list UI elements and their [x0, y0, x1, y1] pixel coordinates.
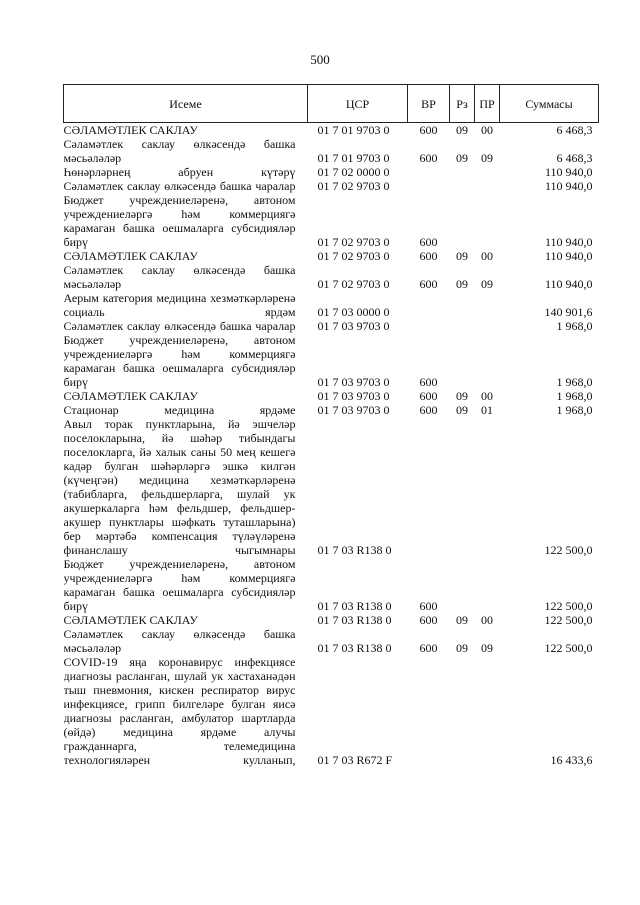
cell-csr: 01 7 03 R138 0	[317, 599, 392, 613]
cell-name: Бюджет учреждениеләренә, автоном учреждениеләргә һәм коммерциягә карамаган башка оешмаларга субсидияләр бирү	[63, 193, 296, 249]
cell-sum: 6 468,3	[556, 123, 593, 137]
cell-csr: 01 7 01 9703 0	[317, 123, 390, 137]
cell-csr: 01 7 03 R138 0	[317, 613, 392, 627]
cell-vr: 600	[419, 277, 438, 291]
table-row	[64, 165, 599, 179]
cell-vr	[408, 319, 450, 333]
cell-vr: 600	[419, 151, 438, 165]
cell-csr: 01 7 03 R138 0	[317, 543, 392, 557]
header-csr: ЦСР	[308, 85, 408, 123]
cell-vr	[408, 179, 450, 193]
cell-rz	[450, 417, 475, 557]
table-row	[64, 389, 599, 403]
cell-sum: 110 940,0	[544, 277, 593, 291]
cell-pr: 00	[481, 389, 493, 403]
cell-rz: 09	[456, 613, 468, 627]
table-row	[64, 193, 599, 249]
cell-sum: 110 940,0	[544, 179, 593, 193]
table-row	[64, 179, 599, 193]
cell-name: Стационар медицина ярдәме	[63, 403, 296, 417]
header-rz: Рз	[450, 85, 475, 123]
header-name: Исеме	[64, 85, 308, 123]
cell-name: COVID-19 яңа коронавирус инфекциясе диагнозы расланган, шулай ук хастаханәдән тыш пневмония, кискен респиратор вирус инфекциясе, грипп билгеләре булган яисә диагнозы расланган, амбулатор шартларда (өйдә) медицина ярдәме алучы гражданнарга, телемедицина технологияләрен кулланып,	[63, 655, 296, 767]
cell-pr: 00	[481, 123, 493, 137]
cell-csr: 01 7 03 R672 F	[317, 753, 393, 767]
table-row	[64, 557, 599, 613]
cell-rz: 09	[456, 641, 468, 655]
cell-vr: 600	[419, 235, 438, 249]
table-row	[64, 249, 599, 263]
cell-sum: 122 500,0	[544, 543, 593, 557]
cell-sum: 16 433,6	[550, 753, 593, 767]
cell-rz: 09	[456, 403, 468, 417]
cell-pr	[475, 179, 500, 193]
page-number: 500	[310, 52, 330, 67]
cell-rz	[450, 165, 475, 179]
cell-csr: 01 7 03 R138 0	[317, 641, 392, 655]
cell-vr	[408, 165, 450, 179]
cell-name: СӘЛАМӘТЛЕК САКЛАУ	[63, 613, 198, 627]
cell-pr: 01	[481, 403, 493, 417]
cell-rz	[450, 655, 475, 767]
cell-sum: 1 968,0	[556, 389, 593, 403]
cell-vr: 600	[419, 375, 438, 389]
cell-sum: 110 940,0	[544, 249, 593, 263]
cell-csr: 01 7 02 0000 0	[317, 165, 390, 179]
cell-csr: 01 7 03 9703 0	[317, 403, 390, 417]
cell-sum: 1 968,0	[556, 403, 593, 417]
cell-rz: 09	[456, 123, 468, 137]
cell-sum: 110 940,0	[544, 235, 593, 249]
table-row	[64, 613, 599, 627]
cell-vr: 600	[419, 403, 438, 417]
cell-vr	[408, 291, 450, 319]
table-row	[64, 263, 599, 291]
cell-pr	[475, 319, 500, 333]
table-row	[64, 137, 599, 165]
cell-name: Бюджет учреждениеләренә, автоном учреждениеләргә һәм коммерциягә карамаган башка оешмаларга субсидияләр бирү	[63, 333, 296, 389]
cell-name: Сәламәтлек саклау өлкәсендә башка мәсьәләләр	[63, 263, 296, 291]
cell-name: СӘЛАМӘТЛЕК САКЛАУ	[63, 389, 198, 403]
cell-sum: 110 940,0	[544, 165, 593, 179]
cell-vr: 600	[419, 249, 438, 263]
table-row	[64, 655, 599, 767]
header-sum: Суммасы	[500, 85, 599, 123]
cell-name: Сәламәтлек саклау өлкәсендә башка чаралар	[63, 319, 296, 333]
cell-csr: 01 7 01 9703 0	[317, 151, 390, 165]
cell-csr: 01 7 02 9703 0	[317, 277, 390, 291]
cell-pr	[475, 333, 500, 389]
cell-pr: 09	[481, 277, 493, 291]
cell-name: Аерым категория медицина хезмәткәрләренә социаль ярдәм	[63, 291, 296, 319]
cell-name: СӘЛАМӘТЛЕК САКЛАУ	[63, 249, 198, 263]
cell-csr: 01 7 02 9703 0	[317, 249, 390, 263]
cell-name: Һөнәрләрнең абруен күтәрү	[63, 165, 296, 179]
cell-csr: 01 7 03 0000 0	[317, 305, 390, 319]
cell-pr	[475, 291, 500, 319]
cell-rz: 09	[456, 151, 468, 165]
cell-pr	[475, 165, 500, 179]
header-vr: ВР	[408, 85, 450, 123]
cell-name: Сәламәтлек саклау өлкәсендә башка мәсьәләләр	[63, 137, 296, 165]
budget-table	[63, 84, 599, 767]
cell-csr: 01 7 02 9703 0	[317, 235, 390, 249]
cell-rz: 09	[456, 249, 468, 263]
cell-pr: 09	[481, 151, 493, 165]
cell-csr: 01 7 02 9703 0	[317, 179, 390, 193]
cell-pr: 00	[481, 249, 493, 263]
cell-rz: 09	[456, 277, 468, 291]
cell-name: Сәламәтлек саклау өлкәсендә башка мәсьәләләр	[63, 627, 296, 655]
cell-pr	[475, 655, 500, 767]
cell-sum: 122 500,0	[544, 641, 593, 655]
cell-name: СӘЛАМӘТЛЕК САКЛАУ	[63, 123, 198, 137]
cell-sum: 1 968,0	[556, 375, 593, 389]
table-row	[64, 417, 599, 557]
cell-vr: 600	[419, 123, 438, 137]
cell-sum: 6 468,3	[556, 151, 593, 165]
cell-rz	[450, 179, 475, 193]
cell-pr	[475, 193, 500, 249]
header-pr: ПР	[475, 85, 500, 123]
cell-name: Бюджет учреждениеләренә, автоном учреждениеләргә һәм коммерциягә карамаган башка оешмаларга субсидияләр бирү	[63, 557, 296, 613]
cell-csr: 01 7 03 9703 0	[317, 375, 390, 389]
cell-vr: 600	[419, 613, 438, 627]
cell-rz	[450, 557, 475, 613]
cell-vr	[408, 417, 450, 557]
cell-vr: 600	[419, 641, 438, 655]
cell-pr: 00	[481, 613, 493, 627]
cell-rz: 09	[456, 389, 468, 403]
cell-name: Сәламәтлек саклау өлкәсендә башка чаралар	[63, 179, 296, 193]
cell-vr	[408, 655, 450, 767]
cell-name: Авыл торак пунктларына, йә эшчеләр поселокларына, йә шәһәр тибындагы поселокларга, йә халык саны 50 мең кешегә кадәр булган шәһәрләргә эшкә килгән (күчеңгән) медицина хезмәткәрләренә (табибларга, фельдшерларга, шулай ук акушеркаларга һәм фельдшер, фельдшер-акушер пунктлары шәфкать туташларына) бер мәртәбә компенсация түләүләренә финанслашу чыгымнары	[63, 417, 296, 557]
cell-vr: 600	[419, 599, 438, 613]
table-row	[64, 403, 599, 417]
cell-rz	[450, 319, 475, 333]
cell-csr: 01 7 03 9703 0	[317, 319, 390, 333]
table-row	[64, 627, 599, 655]
cell-pr: 09	[481, 641, 493, 655]
cell-rz	[450, 291, 475, 319]
cell-sum: 140 901,6	[544, 305, 593, 319]
table-row	[64, 319, 599, 333]
cell-rz	[450, 193, 475, 249]
table-row	[64, 291, 599, 319]
cell-sum: 1 968,0	[556, 319, 593, 333]
cell-sum: 122 500,0	[544, 613, 593, 627]
cell-vr: 600	[419, 389, 438, 403]
cell-sum: 122 500,0	[544, 599, 593, 613]
cell-rz	[450, 333, 475, 389]
table-row	[64, 123, 599, 138]
cell-pr	[475, 417, 500, 557]
table-body	[64, 123, 599, 768]
cell-pr	[475, 557, 500, 613]
table-header	[64, 85, 599, 123]
table-row	[64, 333, 599, 389]
cell-csr: 01 7 03 9703 0	[317, 389, 390, 403]
